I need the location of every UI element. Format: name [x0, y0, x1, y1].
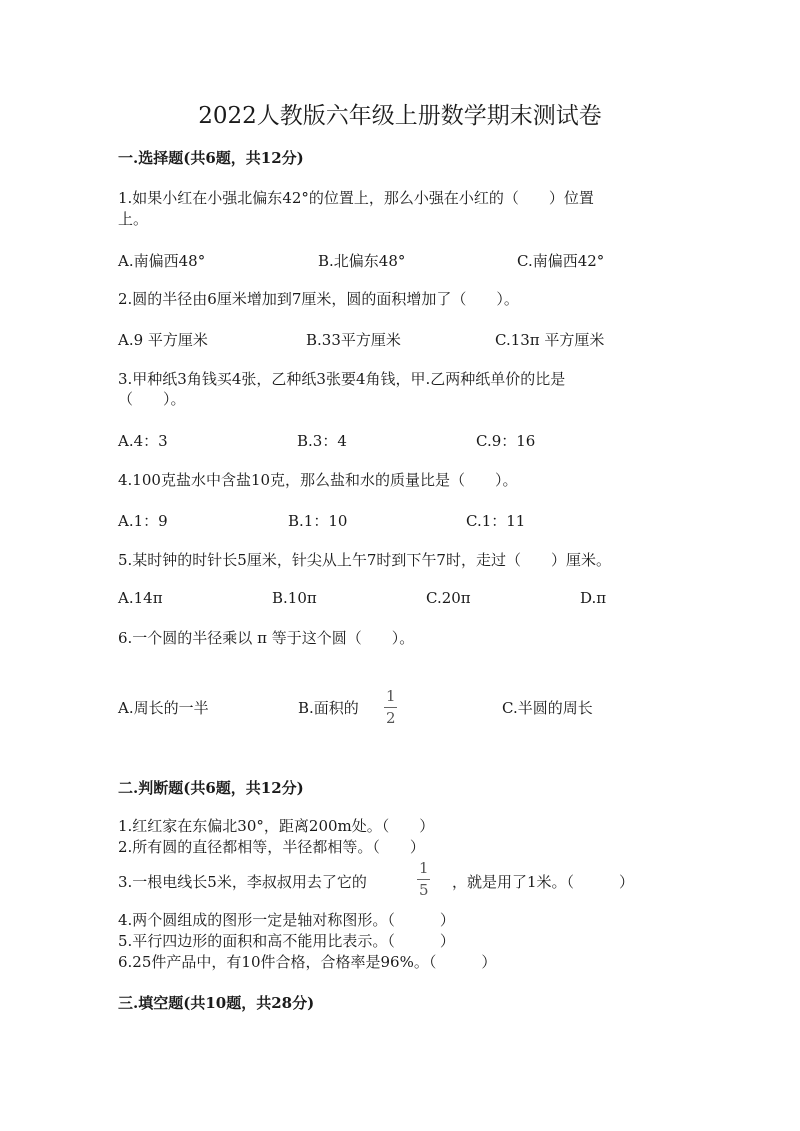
section-heading-choice: 一.选择题(共6题，共12分) [118, 149, 304, 167]
fraction-one-half [383, 689, 399, 726]
question-5: 5.某时钟的时针长5厘米，针尖从上午7时到下午7时，走过（ ）厘米。 [118, 551, 611, 569]
judge-2: 2.所有圆的直径都相等，半径都相等。（ ） [118, 838, 425, 856]
question-6-option-b: B.面积的 [298, 699, 359, 717]
question-3-option-a: A.4：3 [118, 432, 168, 450]
question-4-option-c: C.1：11 [466, 512, 526, 530]
question-4-option-b: B.1：10 [288, 512, 348, 530]
fraction-numerator: 1 [386, 687, 396, 705]
question-3-option-c: C.9：16 [476, 432, 536, 450]
question-1-option-b: B.北偏东48° [318, 252, 406, 270]
question-6-option-a: A.周长的一半 [118, 699, 209, 717]
judge-3-before: 3.一根电线长5米，李叔叔用去了它的 [118, 873, 367, 891]
question-2-option-c: C.13π 平方厘米 [495, 331, 605, 349]
question-3-option-b: B.3：4 [297, 432, 347, 450]
fraction-numerator: 1 [419, 859, 429, 877]
section-heading-judge: 二.判断题(共6题，共12分) [118, 779, 304, 797]
judge-6: 6.25件产品中，有10件合格，合格率是96%。（ ） [118, 953, 497, 971]
page-title: 2022人教版六年级上册数学期末测试卷 [198, 103, 602, 129]
question-2-option-b: B.33平方厘米 [306, 331, 401, 349]
question-5-option-c: C.20π [426, 589, 471, 607]
question-5-option-d: D.π [580, 589, 607, 607]
question-5-option-a: A.14π [118, 589, 163, 607]
fraction-denominator: 2 [386, 709, 396, 727]
question-1-line-1: 1.如果小红在小强北偏东42°的位置上，那么小强在小红的（ ）位置 [118, 189, 594, 207]
fraction-one-fifth [416, 861, 432, 898]
question-6: 6.一个圆的半径乘以 π 等于这个圆（ ）。 [118, 629, 415, 647]
question-1-line-2: 上。 [118, 210, 149, 228]
question-5-option-b: B.10π [272, 589, 317, 607]
question-3-line-1: 3.甲种纸3角钱买4张，乙种纸3张要4角钱，甲.乙两种纸单价的比是 [118, 370, 566, 388]
question-4-option-a: A.1：9 [118, 512, 168, 530]
question-3-line-2: （ ）。 [118, 390, 186, 408]
question-2: 2.圆的半径由6厘米增加到7厘米，圆的面积增加了（ ）。 [118, 290, 519, 308]
question-1-option-a: A.南偏西48° [118, 252, 206, 270]
question-6-option-c: C.半圆的周长 [502, 699, 593, 717]
fraction-denominator: 5 [419, 881, 429, 899]
section-heading-fill: 三.填空题(共10题，共28分) [118, 994, 315, 1012]
question-1-option-c: C.南偏西42° [517, 252, 605, 270]
judge-3-after: ，就是用了1米。（ ） [452, 873, 635, 891]
judge-4: 4.两个圆组成的图形一定是轴对称图形。（ ） [118, 911, 455, 929]
judge-5: 5.平行四边形的面积和高不能用比表示。（ ） [118, 932, 455, 950]
question-4: 4.100克盐水中含盐10克，那么盐和水的质量比是（ ）。 [118, 471, 518, 489]
question-2-option-a: A.9 平方厘米 [118, 331, 208, 349]
judge-1: 1.红红家在东偏北30°，距离200m处。（ ） [118, 817, 435, 835]
